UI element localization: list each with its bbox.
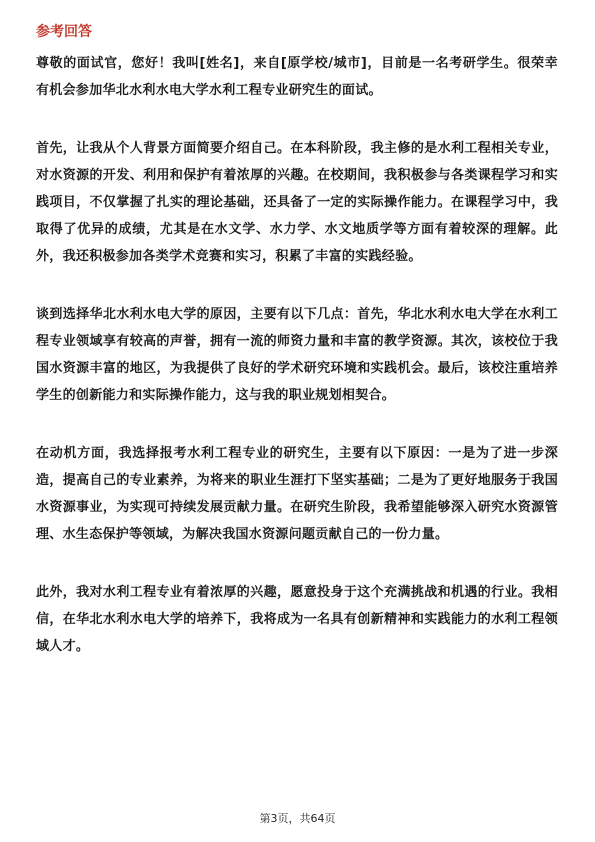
section-heading: 参考回答 [36,24,92,40]
answer-body [36,50,558,691]
page-number-footer: 第3页，共64页 [259,812,336,825]
paragraph-intro: 尊敬的面试官，您好！我叫[姓名]，来自[原学校/城市]，目前是一名考研学生。很荣幸有机会参加华北水利水电大学水利工程专业研究生的面试。 [36,56,558,98]
paragraph-reasons: 谈到选择华北水利水电大学的原因，主要有以下几点：首先，华北水利水电大学在水利工程专业领域享有较高的声誉，拥有一流的师资力量和丰富的教学资源。其次，该校位于我国水资源丰富的地区，为我提供了良好的学术研究环境和实践机会。最后，该校注重培养学生的创新能力和实际操作能力，这与我的职业规划相契合。 [36,307,558,403]
paragraph-background: 首先，让我从个人背景方面简要介绍自己。在本科阶段，我主修的是水利工程相关专业，对水资源的开发、利用和保护有着浓厚的兴趣。在校期间，我积极参与各类课程学习和实践项目，不仅掌握了扎实的理论基础，还具备了一定的实际操作能力。在课程学习中，我取得了优异的成绩，尤其是在水文学、水力学、水文地质学等方面有着较深的理解。此外，我还积极参加各类学术竞赛和实习，积累了丰富的实践经验。 [36,141,558,264]
paragraph-conclusion: 此外，我对水利工程专业有着浓厚的兴趣，愿意投身于这个充满挑战和机遇的行业。我相信，在华北水利水电大学的培养下，我将成为一名具有创新精神和实践能力的水利工程领域人才。 [36,585,558,654]
paragraph-motivation: 在动机方面，我选择报考水利工程专业的研究生，主要有以下原因：一是为了进一步深造，提高自己的专业素养，为将来的职业生涯打下坚实基础；二是为了更好地服务于我国水资源事业，为实现可持续发展贡献力量。在研究生阶段，我希望能够深入研究水资源管理、水生态保护等领域，为解决我国水资源问题贡献自己的一份力量。 [36,446,558,542]
